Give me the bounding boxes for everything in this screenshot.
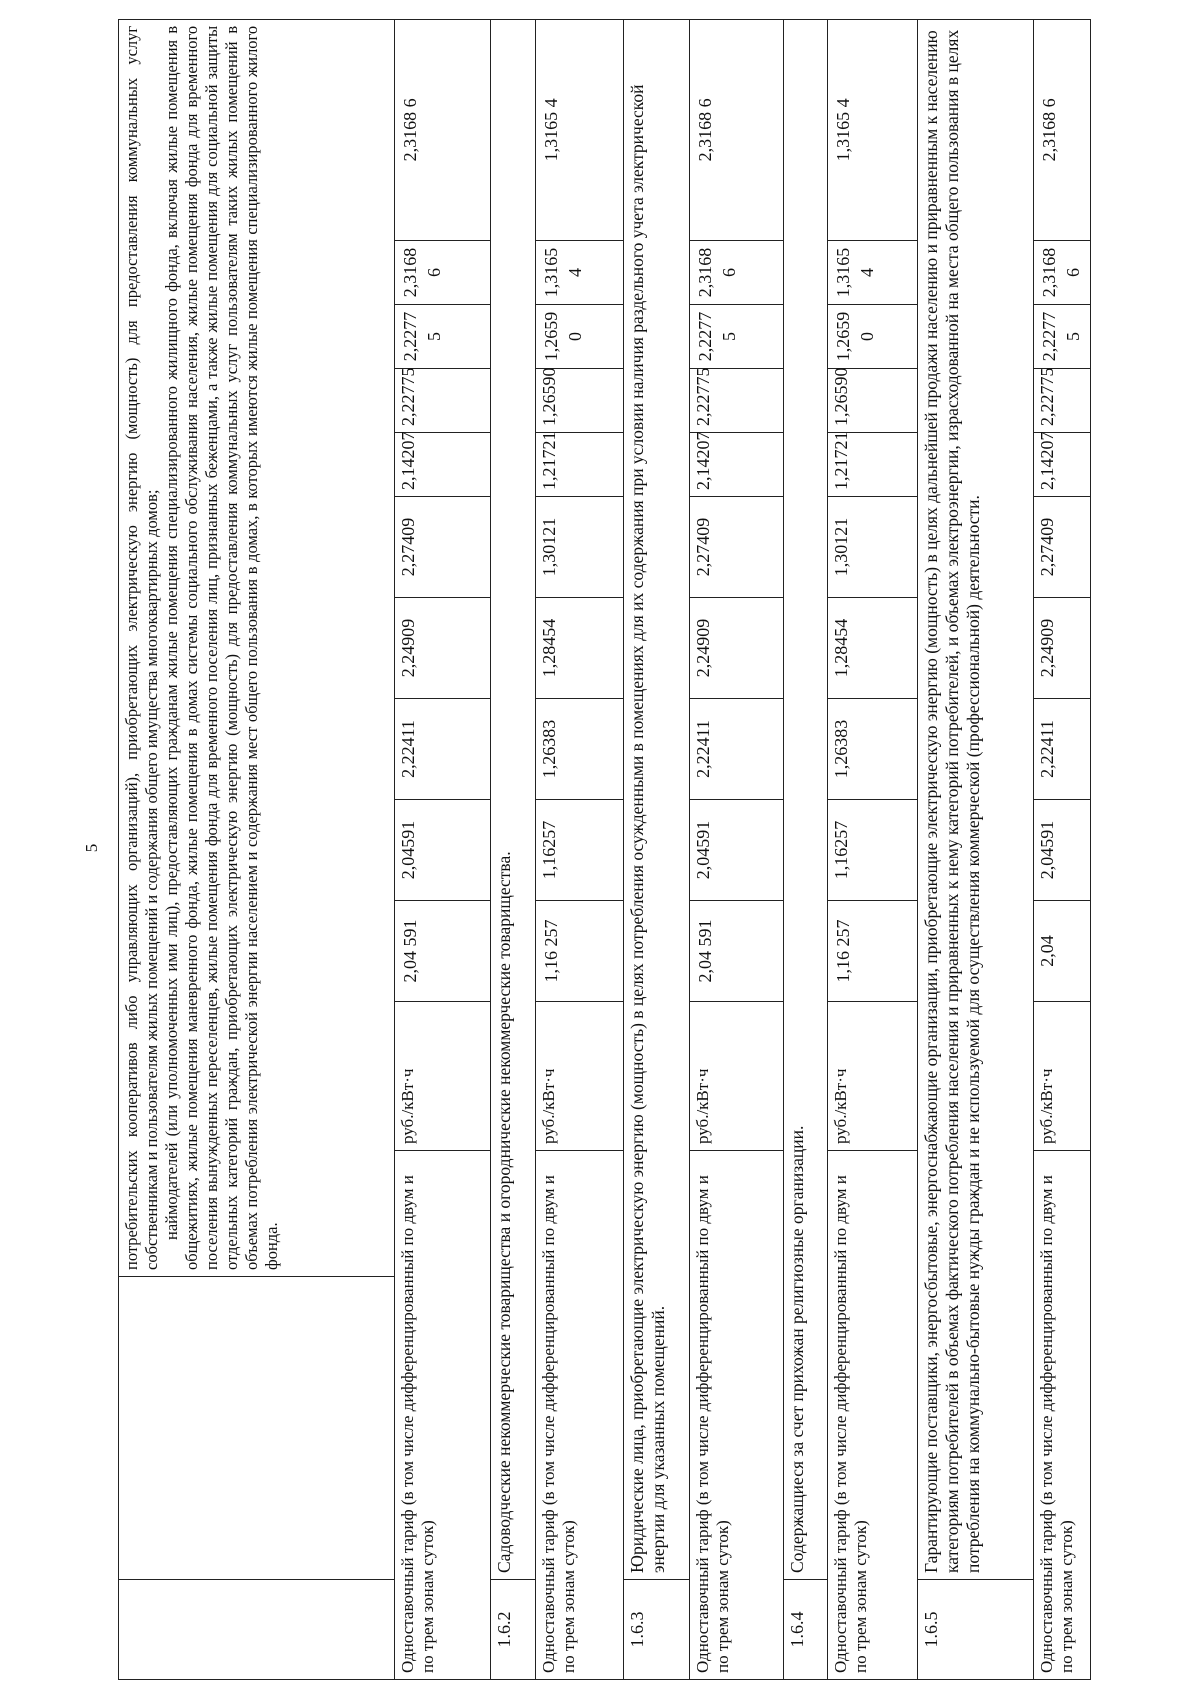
tariff-value: 1,28454 [536, 598, 624, 699]
section-number: 1.6.3 [624, 1580, 690, 1680]
tariff-value: 1,28454 [828, 598, 918, 699]
table-row [491, 19, 536, 1679]
tariff-label: Одноставочный тариф (в том числе дифференцированный по двум и по трем зонам суток) [828, 1151, 918, 1680]
intro-text-2: наймодателей (или уполномоченных ими лиц), предоставляющих гражданам жилые помещения специализированного жилищного фонда, включая жилые помещения в общежитиях, жилые помещения маневренного фонда, жилые помещения в домах системы социального обслуживания населения, жилые помещения фонда для временного поселения вынужденных переселенцев, жилые помещения фонда для временного поселения лиц, признанных беженцами, а также жилые помещения для социальной защиты отдельных категорий граждан, приобретающих электрическую энергию (мощность) для предоставления коммунальных услуг пользователям таких жилых помещений в объемах потребления электрической энергии населением и содержания мест общего пользования в домах, в которых имеются жилые помещения специализированного жилого фонда. [161, 25, 281, 1270]
tariff-value: 2,24909 [1034, 598, 1091, 699]
tariff-value: 1,21721 [536, 433, 624, 497]
section-number-cell [119, 1580, 395, 1680]
section-title: Содержащиеся за счет прихожан религиозные организации. [784, 19, 828, 1579]
page-number: 5 [82, 843, 101, 853]
tariff-value: 1,26383 [536, 699, 624, 800]
tariff-value: 2,3168 6 [1034, 241, 1091, 305]
tariff-label: Одноставочный тариф (в том числе дифференцированный по двум и по трем зонам суток) [395, 1151, 491, 1680]
tariff-value: 1,2659 0 [828, 305, 918, 369]
tariff-value: 1,16257 [828, 800, 918, 901]
section-number: 1.6.2 [491, 1580, 536, 1680]
intro-description [119, 19, 395, 1276]
tariff-value: 2,3168 6 [1034, 19, 1091, 240]
tariff-value: 2,22775 [395, 369, 491, 433]
tariff-value: 2,22411 [690, 699, 784, 800]
tariff-value: 2,04 591 [395, 901, 491, 1002]
tariff-table [118, 19, 1091, 1680]
tariff-value: 1,26590 [828, 369, 918, 433]
tariff-value: 1,3165 4 [536, 19, 624, 240]
tariff-value: 1,30121 [828, 497, 918, 598]
tariff-value: 2,04 [1034, 901, 1091, 1002]
tariff-value: 2,14207 [1034, 433, 1091, 497]
tariff-value: 1,16 257 [828, 901, 918, 1002]
tariff-value: 2,22411 [395, 699, 491, 800]
tariff-value: 1,21721 [828, 433, 918, 497]
tariff-value: 1,16257 [536, 800, 624, 901]
section-number: 1.6.4 [784, 1580, 828, 1680]
tariff-value: 1,3165 4 [536, 241, 624, 305]
section-number: 1.6.5 [918, 1580, 1034, 1680]
table-row [395, 19, 491, 1679]
table-row [536, 19, 624, 1679]
tariff-value: 2,3168 6 [690, 19, 784, 240]
unit-label: руб./кВт·ч [536, 1002, 624, 1151]
tariff-value: 1,30121 [536, 497, 624, 598]
tariff-value: 2,22775 [1034, 369, 1091, 433]
table-row [918, 19, 1034, 1679]
unit-label: руб./кВт·ч [395, 1002, 491, 1151]
tariff-label: Одноставочный тариф (в том числе дифференцированный по двум и по трем зонам суток) [690, 1151, 784, 1680]
tariff-value: 2,24909 [690, 598, 784, 699]
table-row [828, 19, 918, 1679]
tariff-value: 1,3165 4 [828, 19, 918, 240]
tariff-value: 2,3168 6 [395, 241, 491, 305]
tariff-value: 1,2659 0 [536, 305, 624, 369]
unit-label: руб./кВт·ч [690, 1002, 784, 1151]
tariff-value: 2,2277 5 [1034, 305, 1091, 369]
section-title: Гарантирующие поставщики, энергосбытовые, энергоснабжающие организации, приобретающие электрическую энергию (мощность) в целях дальнейшей продажи населению и приравненным к населению категориям потребителей в объемах фактического потребления населения и приравненных к нему категорий потребителей, и объемах электроэнергии, израсходованной на места общего пользования в целях потребления на коммунально-бытовые нужды граждан и не используемой для осуществления коммерческой (профессиональной) деятельности. [918, 19, 1034, 1579]
tariff-value: 1,16 257 [536, 901, 624, 1002]
tariff-value: 2,22775 [690, 369, 784, 433]
table-row [690, 19, 784, 1679]
tariff-value: 2,3168 6 [690, 241, 784, 305]
table-row [119, 19, 395, 1679]
tariff-value: 2,14207 [690, 433, 784, 497]
tariff-value: 2,27409 [690, 497, 784, 598]
tariff-label: Одноставочный тариф (в том числе дифференцированный по двум и по трем зонам суток) [536, 1151, 624, 1680]
rotated-page-content [118, 20, 1090, 1680]
table-row [784, 19, 828, 1679]
table-row [624, 19, 690, 1679]
unit-label: руб./кВт·ч [1034, 1002, 1091, 1151]
tariff-value: 1,26590 [536, 369, 624, 433]
tariff-value: 2,24909 [395, 598, 491, 699]
tariff-value: 2,27409 [395, 497, 491, 598]
section-title: Садоводческие некоммерческие товарищества и огороднические некоммерческие товарищества. [491, 19, 536, 1579]
tariff-value: 1,3165 4 [828, 241, 918, 305]
spacer-cell [119, 1277, 395, 1580]
section-title: Юридические лица, приобретающие электрическую энергию (мощность) в целях потребления осужденными в помещениях для их содержания при условии наличия раздельного учета электрической энергии для указанных помещений. [624, 19, 690, 1579]
intro-text-1: потребительских кооперативов либо управляющих организаций), приобретающих электрическую энергию (мощность) для предоставления коммунальных услуг собственникам и пользователям жилых помещений и содержания общего имущества многоквартирных домов; [122, 25, 161, 1270]
tariff-value: 2,3168 6 [395, 19, 491, 240]
tariff-value: 2,27409 [1034, 497, 1091, 598]
tariff-value: 2,04591 [1034, 800, 1091, 901]
tariff-value: 2,04 591 [690, 901, 784, 1002]
tariff-value: 2,2277 5 [395, 305, 491, 369]
tariff-value: 2,2277 5 [690, 305, 784, 369]
tariff-value: 2,22411 [1034, 699, 1091, 800]
tariff-value: 2,04591 [395, 800, 491, 901]
table-row [1034, 19, 1091, 1679]
tariff-value: 2,04591 [690, 800, 784, 901]
tariff-label: Одноставочный тариф (в том числе дифференцированный по двум и по трем зонам суток) [1034, 1151, 1091, 1680]
unit-label: руб./кВт·ч [828, 1002, 918, 1151]
tariff-value: 2,14207 [395, 433, 491, 497]
tariff-value: 1,26383 [828, 699, 918, 800]
